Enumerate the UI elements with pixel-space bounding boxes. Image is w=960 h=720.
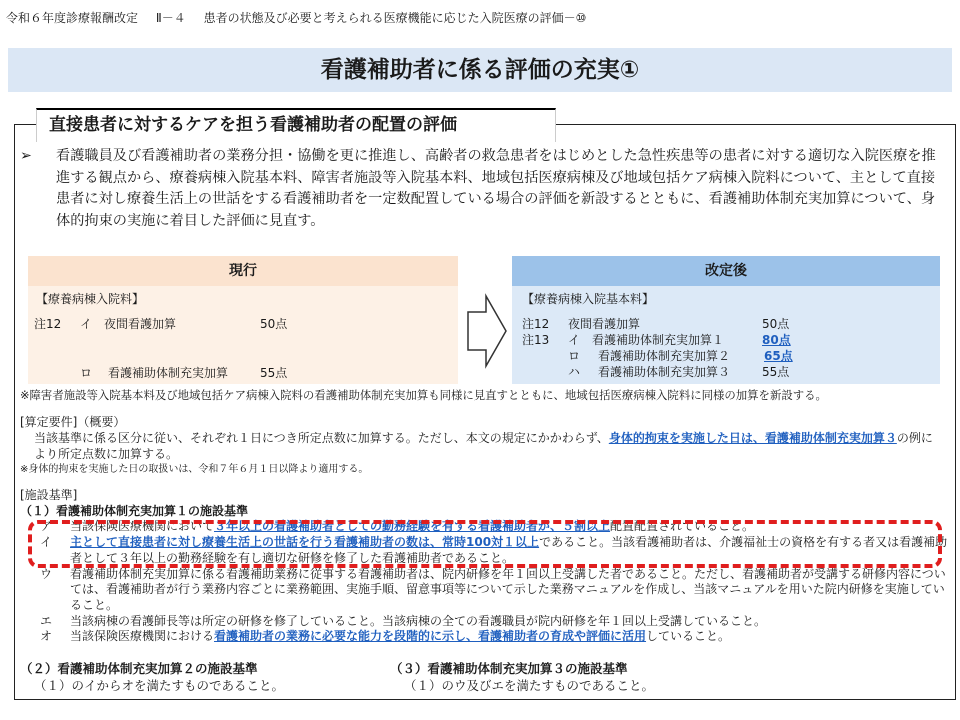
current-l1-mark: イ: [80, 317, 93, 331]
requirements-text: [20, 430, 944, 462]
note-line: ※障害者施設等入院基本料及び地域包括ケア病棟入院料の看護補助体制充実加算も同様に見直すとともに、地域包括医療病棟入院料に同様の加算を新設する。: [20, 388, 827, 402]
requirements-note: ※身体的拘束を実施した日の取扱いは、令和７年６月１日以降より適用する。: [20, 464, 369, 475]
revised-header: 改定後: [512, 256, 940, 286]
requirements-text-1: 当該基準に係る区分に従い、それぞれ１日につき所定点数に加算する。ただし、本文の規定にかかわらず、: [34, 431, 609, 445]
requirements-heading: [算定要件]（概要）: [20, 415, 126, 429]
sub2-heading: （２）看護補助体制充実加算２の施設基準: [20, 661, 258, 676]
header-revision: 令和６年度診療報酬改定: [6, 11, 139, 25]
lead-text: 看護職員及び看護補助者の業務分担・協働を更に推進し、高齢者の救急患者をはじめとした急性疾患等の患者に対する適切な入院医療を推進する観点から、療養病棟入院基本料、障害者施設等入院基本料、地域包括医療病棟及び地域包括ケア病棟入院料について、主として直接患者に対し療養生活上の世話をする看護補助者を一定数配置している場合の評価を新設するとともに、看護補助体制充実加算について、身体的拘束の実施に着目した評価に見直す。: [56, 148, 936, 229]
item-e-text: 当該病棟の看護師長等は所定の研修を修了していること。当該病棟の全ての看護職員が院内研修を年１回以上受講していること。: [70, 613, 767, 628]
revised-r2-no: 注13: [522, 333, 550, 347]
current-l2-points: 55点: [260, 366, 288, 380]
facility-heading: [施設基準]: [20, 488, 78, 502]
sub2-block: [20, 660, 284, 694]
current-l1-points: 50点: [260, 317, 288, 331]
requirements-text-2: の例により所定点数に加算する。: [34, 431, 933, 461]
section-title: 直接患者に対するケアを担う看護補助者の配置の評価: [36, 108, 556, 142]
bullet-arrow-icon: ➢: [20, 148, 32, 164]
sub2-text: （１）のイからオを満たすものであること。: [34, 678, 285, 693]
revised-r3-points: 65点: [764, 349, 793, 363]
current-l2-name: 看護補助体制充実加算: [108, 366, 229, 380]
item-a-text-1: 当該保険医療機関において: [70, 519, 215, 534]
revised-r2-name: 看護補助体制充実加算１: [592, 333, 725, 347]
facility-item-u: [20, 567, 950, 614]
revised-r2-mark: イ: [568, 333, 581, 347]
current-panel: [28, 286, 458, 384]
revised-r1-no: 注12: [522, 317, 550, 331]
item-o-text-2: していること。: [646, 629, 731, 644]
current-l1-name: 夜間看護加算: [104, 317, 177, 331]
item-e-mark: エ: [40, 613, 53, 628]
item-o-highlight: 看護補助者の業務に必要な能力を段階的に示し、看護補助者の育成や評価に活用: [214, 629, 647, 644]
sub3-block: [390, 660, 654, 694]
facility-item-e: [20, 614, 950, 630]
facility-sub1: （１）看護補助体制充実加算１の施設基準: [20, 503, 249, 518]
page-title: 看護補助者に係る評価の充実①: [8, 48, 952, 92]
right-arrow-icon: [466, 292, 508, 370]
item-o-mark: オ: [40, 629, 53, 644]
item-o-text-1: 当該保険医療機関における: [70, 629, 215, 644]
current-label: 【療養病棟入院料】: [36, 292, 145, 306]
revised-label: 【療養病棟入院基本料】: [522, 292, 655, 306]
header-subject: 患者の状態及び必要と考えられる医療機能に応じた入院医療の評価－⑩: [203, 11, 587, 25]
item-u-mark: ウ: [40, 566, 53, 581]
revised-r4-points: 55点: [762, 365, 790, 379]
item-a-highlight: ３年以上の看護補助者としての勤務経験を有する看護補助者が、５割以上: [214, 519, 611, 534]
header-section: Ⅱ－４: [155, 11, 186, 25]
header: [6, 9, 600, 26]
current-l1-no: 注12: [34, 317, 62, 331]
revised-r4-mark: ハ: [568, 365, 581, 379]
revised-r1-points: 50点: [762, 317, 790, 331]
highlight-dashed-box: [28, 520, 942, 568]
sub3-text: （１）のウ及びエを満たすものであること。: [404, 678, 655, 693]
revised-r4-name: 看護補助体制充実加算３: [598, 365, 731, 379]
item-i-text: であること。当該看護補助者は、介護福祉士の資格を有する者又は看護補助者として３年以上の勤務経験を有し適切な研修を修了した看護補助者であること。: [70, 535, 948, 565]
revised-r3-mark: ロ: [568, 349, 581, 363]
revised-r3-name: 看護補助体制充実加算２: [598, 349, 731, 363]
lead-paragraph: [20, 146, 940, 232]
item-a-text-2: 配置配置されていること。: [610, 519, 755, 534]
current-header: 現行: [28, 256, 458, 286]
sub3-heading: （３）看護補助体制充実加算３の施設基準: [390, 661, 628, 676]
item-u-text: 看護補助体制充実加算に係る看護補助業務に従事する看護補助者は、院内研修を年１回以上受講した者であること。ただし、看護補助者が受講する研修内容については、看護補助者が行う業務内容ごとに業務範囲、実施手順、留意事項等について示した業務マニュアルを作成し、当該マニュアルを用いた院内研修を実施していること。: [70, 566, 946, 612]
revised-r1-name: 夜間看護加算: [568, 317, 641, 331]
item-i-highlight: 主として直接患者に対し療養生活上の世話を行う看護補助者の数は、常時100対１以上: [70, 535, 540, 550]
current-l2-mark: ロ: [80, 366, 93, 380]
item-i-mark: イ: [40, 535, 53, 550]
item-a-mark: ア: [40, 519, 53, 534]
facility-item-o: [20, 629, 950, 645]
revised-panel: [512, 286, 940, 384]
requirements-section: [20, 414, 944, 478]
revised-r2-points: 80点: [762, 333, 791, 347]
requirements-highlight: 身体的拘束を実施した日は、看護補助体制充実加算３: [608, 431, 897, 445]
